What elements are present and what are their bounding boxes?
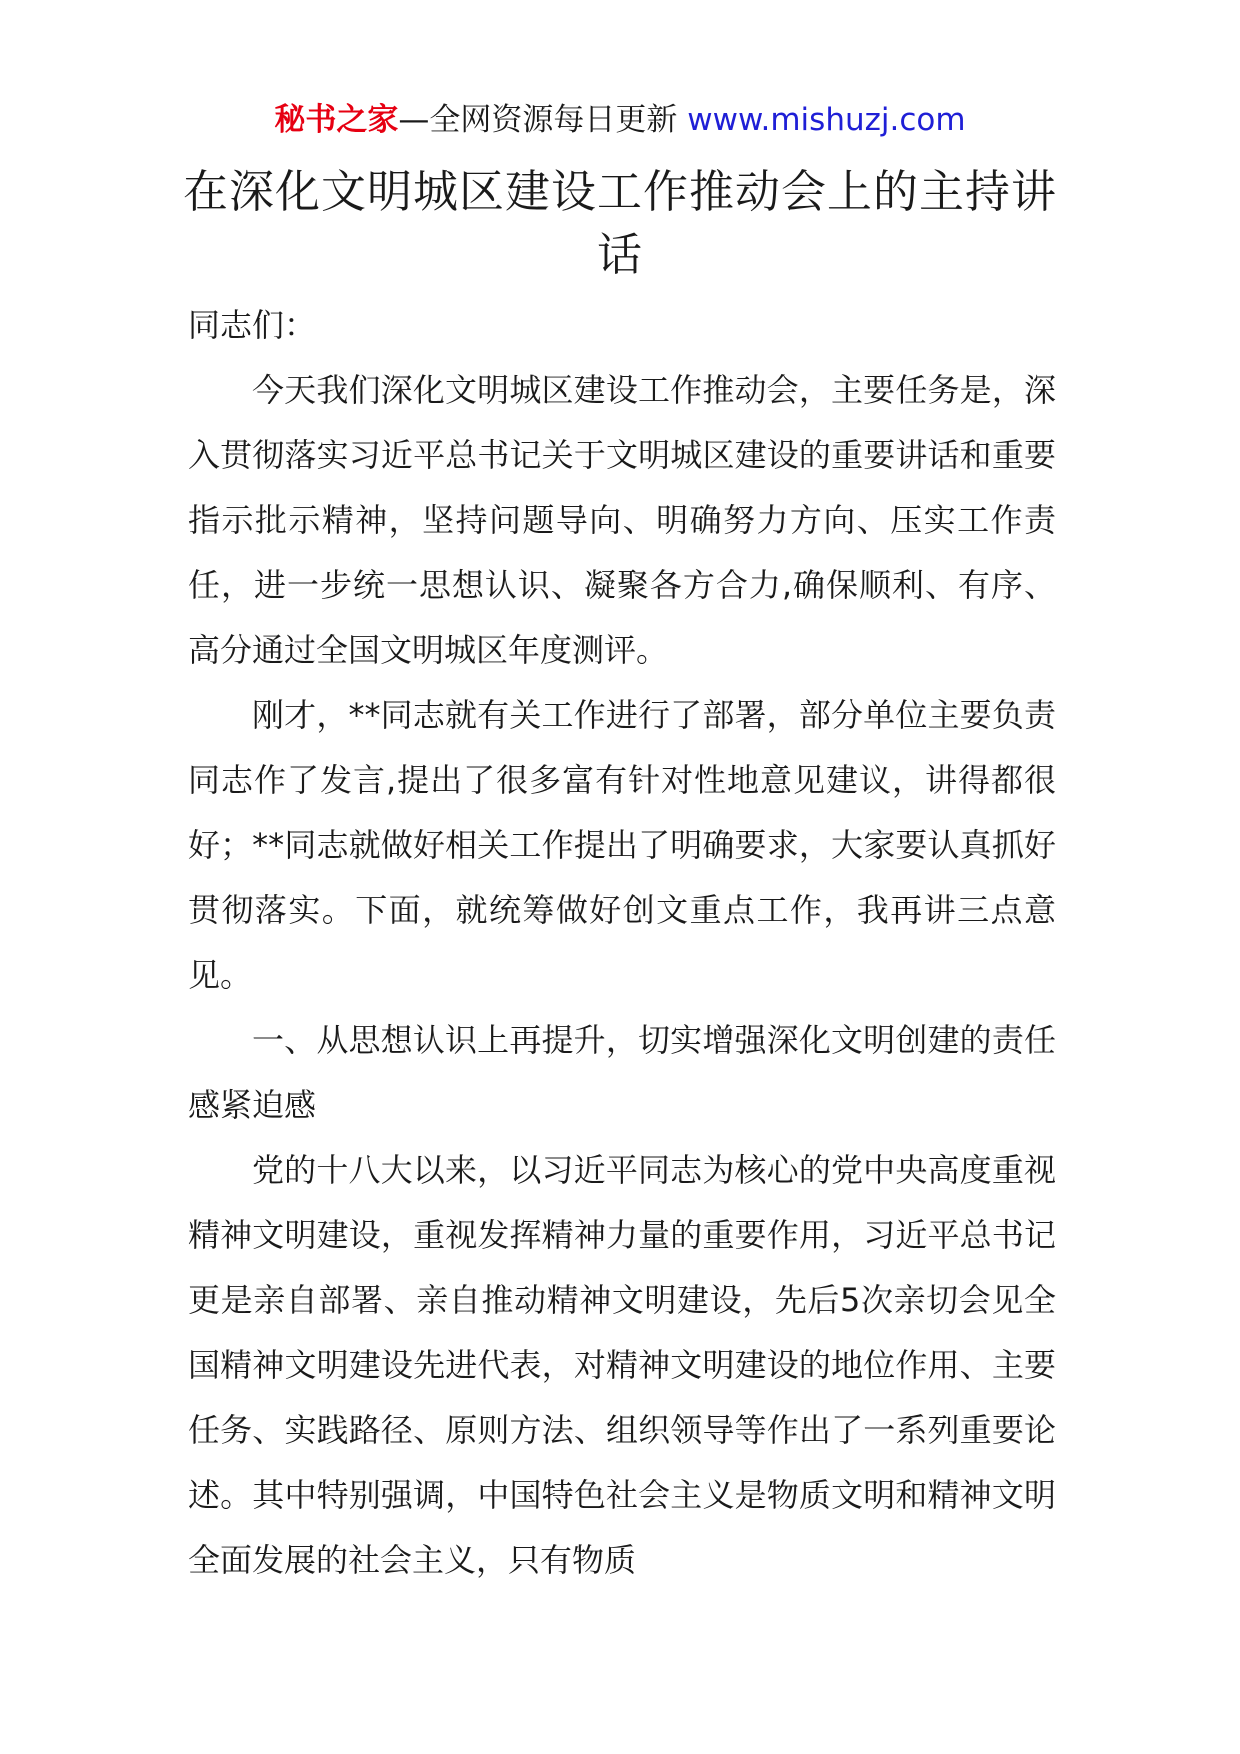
document-title: 在深化文明城区建设工作推动会上的主持讲话 [182, 165, 1057, 281]
paragraph: 党的十八大以来，以习近平同志为核心的党中央高度重视精神文明建设，重视发挥精神力量的重要作用，习近平总书记更是亲自部署、亲自推动精神文明建设，先后5次亲切会见全国精神文明建设先进代表，对精神文明建设的地位作用、主要任务、实践路径、原则方法、组织领导等作出了一系列重要论述。其中特别强调，中国特色社会主义是物质文明和精神文明全面发展的社会主义，只有物质 [188, 1151, 1056, 1579]
banner-url-link[interactable]: www.mishuzj.com [687, 102, 966, 138]
banner-tagline: —全网资源每日更新 [398, 102, 688, 138]
section-heading: 一、从思想认识上再提升，切实增强深化文明创建的责任感紧迫感 [188, 1021, 1056, 1124]
document-body [188, 293, 1056, 1593]
paragraph: 今天我们深化文明城区建设工作推动会，主要任务是，深入贯彻落实习近平总书记关于文明城区建设的重要讲话和重要指示批示精神，坚持问题导向、明确努力方向、压实工作责任，进一步统一思想认识、凝聚各方合力,确保顺利、有序、高分通过全国文明城区年度测评。 [188, 371, 1056, 669]
salutation: 同志们： [188, 306, 317, 344]
site-banner [0, 100, 1240, 140]
paragraph: 刚才，**同志就有关工作进行了部署，部分单位主要负责同志作了发言,提出了很多富有针对性地意见建议，讲得都很好；**同志就做好相关工作提出了明确要求，大家要认真抓好贯彻落实。下面，就统筹做好创文重点工作，我再讲三点意见。 [188, 696, 1056, 994]
banner-brand: 秘书之家 [274, 102, 399, 138]
